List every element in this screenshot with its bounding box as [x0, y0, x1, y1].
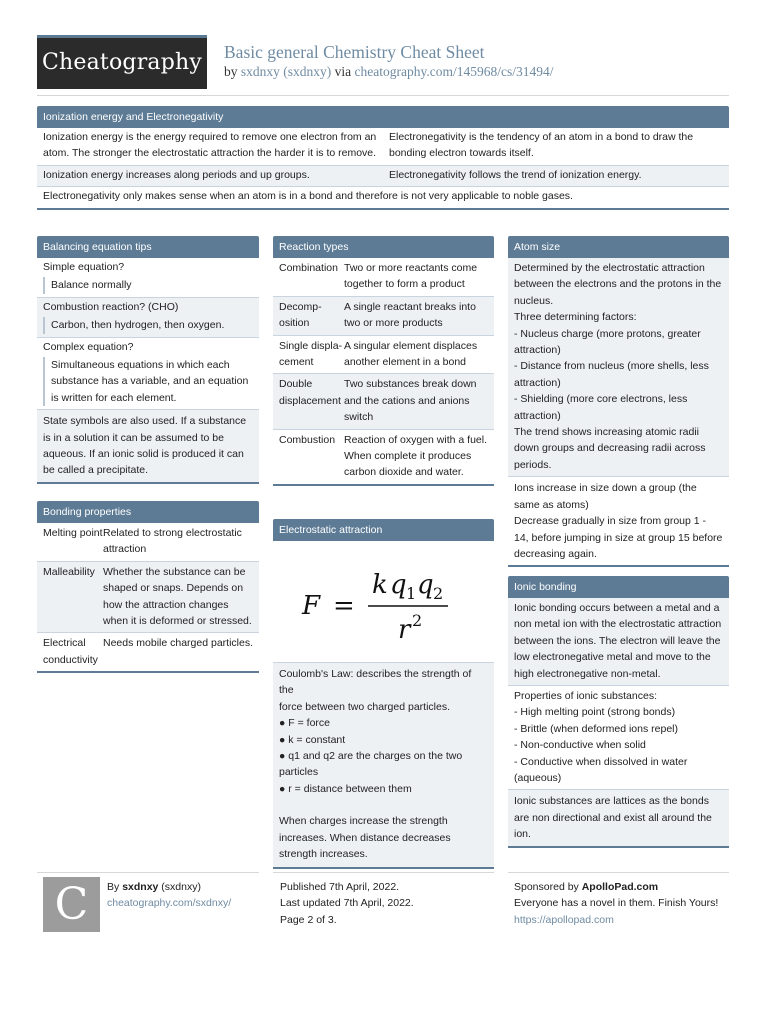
formula-k: k: [371, 569, 388, 600]
balancing-question: Simple equation?: [43, 261, 125, 273]
reaction-description: Reaction of oxygen with a fuel. When complete it produces carbon dioxide and water.: [344, 433, 488, 479]
balancing-item: [37, 338, 259, 411]
table-row: [273, 374, 494, 429]
coulomb-intro: Coulomb's Law: describes the strength of the: [279, 668, 472, 697]
footer-divider: [508, 872, 729, 873]
section-heading: Atom size: [508, 236, 729, 258]
property-value: Related to strong electrostatic attraction: [103, 527, 242, 556]
atom-size-section: [508, 236, 729, 567]
page-number: Page 2 of 3.: [280, 913, 337, 926]
bonding-section: [37, 501, 259, 673]
published-date: Published 7th April, 2022.: [280, 881, 400, 893]
reaction-description: Two or more reactants come together to form a product: [344, 262, 478, 291]
table-row: [37, 523, 259, 562]
property-value: Needs mobile charged particles.: [103, 637, 253, 650]
properties-title: Properties of ionic substances:: [514, 690, 657, 703]
table-row: [273, 336, 494, 375]
ionic-para: Ionic bonding occurs between a metal and a non metal ion with the electrostatic attraction between the ions. The electron will leave the low electronegative metal and move to the high electronegative non-metal.: [514, 602, 722, 680]
table-row: [37, 562, 259, 634]
electronegativity-cell: Electronegativity is the tendency of an atom in a bond to draw the bonding electron towards itself.: [389, 131, 694, 160]
section-heading: Ionization energy and Electronegativity: [37, 106, 729, 128]
property-item: - High melting point (strong bonds): [514, 706, 676, 719]
factor-item: - Shielding (more core electrons, less attraction): [514, 393, 688, 422]
reaction-description: A single reactant breaks into two or more products: [344, 300, 476, 330]
property-item: - Non-conductive when solid: [514, 739, 646, 752]
coulomb-bullet: ● q1 and q2 are the charges on the two particles: [279, 750, 463, 779]
reaction-types-section: [273, 236, 494, 486]
property-name: Electrical conductivity: [43, 637, 98, 666]
balancing-item: [37, 258, 259, 298]
reaction-name: Double displacement: [279, 378, 341, 407]
page-title: Basic general Chemistry Cheat Sheet: [224, 42, 485, 62]
author-name[interactable]: sxdnxy: [122, 881, 159, 893]
balancing-question: Complex equation?: [43, 340, 134, 353]
section-heading: Ionic bonding: [508, 576, 729, 598]
reaction-name: Combustion: [279, 433, 336, 446]
footer-divider: [37, 872, 259, 873]
by-label: By: [107, 881, 120, 893]
header-divider: [37, 95, 729, 96]
ionization-row: [37, 128, 729, 166]
coulomb-bullet: ● F = force: [279, 717, 330, 730]
balancing-answer: Simultaneous equations in which each substance has a variable, and an equation is written for each element.: [43, 357, 253, 406]
reaction-description: A singular element displaces another element in a bond: [344, 339, 478, 369]
balancing-section: [37, 236, 259, 484]
section-heading: Bonding properties: [37, 501, 259, 523]
author-url-link[interactable]: cheatography.com/sxdnxy/: [107, 897, 232, 910]
property-item: - Conductive when dissolved in water (aqueous): [514, 755, 688, 785]
table-row: [273, 430, 494, 486]
factors-title: Three determining factors:: [514, 311, 637, 324]
formula-sub1: 1: [405, 583, 416, 603]
ionization-cell: Ionization energy is the energy required to remove one electron from an atom. The stronger the electrostatic attraction the harder it is to remove.: [43, 131, 377, 160]
logo-text: Cheatography: [41, 50, 203, 76]
author-handle: (sxdnxy): [161, 881, 201, 893]
property-name: Malleability: [43, 565, 95, 578]
atom-size-main: [508, 258, 729, 477]
ions-size: [508, 477, 729, 567]
factor-item: - Distance from nucleus (more shells, less attraction): [514, 360, 709, 389]
table-row: [273, 258, 494, 297]
sponsor-name[interactable]: ApolloPad.com: [581, 881, 659, 893]
coulomb-bullet: ● r = distance between them: [279, 782, 412, 795]
coulomb-closing: When charges increase the strength increases. When distance decreases strength increases.: [279, 815, 451, 861]
by-prefix: by: [224, 64, 238, 79]
ions-text: Ions increase in size down a group (the same as atoms): [514, 482, 697, 511]
reaction-description: Two substances break down and the cations and anions switch: [344, 378, 477, 424]
balancing-answer: Balance normally: [43, 277, 253, 293]
sponsor-url-link[interactable]: https://apollopad.com: [514, 913, 614, 926]
reaction-name: Combination: [279, 262, 338, 274]
property-value: Whether the substance can be shaped or snaps. Depends on how the attraction changes when it is deformed or stressed.: [103, 565, 252, 628]
factor-item: - Nucleus charge (more protons, greater attraction): [514, 327, 701, 357]
footer-author: [107, 879, 231, 912]
electronegativity-cell: Electronegativity follows the trend of ionization energy.: [389, 168, 642, 181]
section-heading: Reaction types: [273, 236, 494, 258]
ionization-section: [37, 106, 729, 210]
author-link[interactable]: sxdnxy (sxdnxy): [240, 64, 332, 79]
footer-divider: [273, 872, 494, 873]
sponsor-text: Everyone has a novel in them. Finish Yours!: [514, 897, 719, 910]
cheatography-logo[interactable]: [37, 35, 207, 89]
ions-text: Decrease gradually in size from group 1 - 14, before jumping in size at group 15 before decreasing again.: [514, 515, 723, 560]
reaction-name: Single displacement: [279, 339, 343, 369]
coulomb-intro: force between two charged particles.: [279, 700, 451, 713]
formula-exp: 2: [411, 610, 422, 630]
formula-r: r: [397, 614, 410, 645]
table-row: [37, 633, 259, 673]
electrostatic-section: [273, 519, 494, 869]
balancing-item: [37, 298, 259, 338]
footer-publish-info: [280, 879, 414, 928]
section-heading: Electrostatic attraction: [273, 519, 494, 541]
avatar[interactable]: [43, 877, 100, 932]
ionic-main: [508, 598, 729, 686]
byline: [224, 63, 553, 81]
property-item: - Brittle (when deformed ions repel): [514, 722, 678, 735]
trend-text: The trend shows increasing atomic radii down groups and decreasing radii across periods.: [514, 426, 706, 471]
sheet-url-link[interactable]: cheatography.com/145968/cs/31494/: [354, 64, 554, 79]
ionic-lattice: Ionic substances are lattices as the bonds are non directional and exist all around the ion.: [508, 790, 729, 847]
ionization-row: [37, 166, 729, 187]
via-text: via: [334, 64, 352, 79]
formula-q2: q: [416, 569, 434, 600]
ionization-cell: Ionization energy increases along periods and up groups.: [43, 168, 310, 181]
ionic-properties: [508, 686, 729, 790]
table-row: [273, 297, 494, 336]
formula-q1: q: [389, 569, 407, 600]
footer-sponsor: [514, 879, 724, 928]
balancing-answer: Carbon, then hydrogen, then oxygen.: [43, 317, 253, 333]
balancing-question: Combustion reaction? (CHO): [43, 300, 179, 313]
section-heading: Balancing equation tips: [37, 236, 259, 258]
property-name: Melting point: [43, 527, 103, 539]
avatar-letter: C: [54, 878, 89, 930]
ionic-bonding-section: [508, 576, 729, 848]
atom-size-para: Determined by the electrostatic attraction between the electrons and the protons in the nucleus.: [514, 262, 722, 307]
formula-graphic: [284, 552, 484, 652]
balancing-note: State symbols are also used. If a substance is in a solution it can be assumed to be aqueous. If an ionic solid is produced it can be called a precipitate.: [37, 410, 259, 484]
coulomb-formula: [273, 541, 494, 663]
sponsor-prefix: Sponsored by: [514, 881, 579, 893]
updated-date: Last updated 7th April, 2022.: [280, 897, 414, 910]
coulomb-bullet: ● k = constant: [279, 733, 346, 746]
ionization-footer-row: Electronegativity only makes sense when an atom is in a bond and therefore is not very applicable to noble gases.: [37, 187, 729, 209]
formula-sub2: 2: [432, 583, 443, 603]
formula-equals: =: [332, 590, 355, 621]
reaction-name: Decomposition: [279, 300, 322, 330]
coulomb-explanation: [273, 663, 494, 869]
formula-lhs: F: [301, 590, 320, 621]
